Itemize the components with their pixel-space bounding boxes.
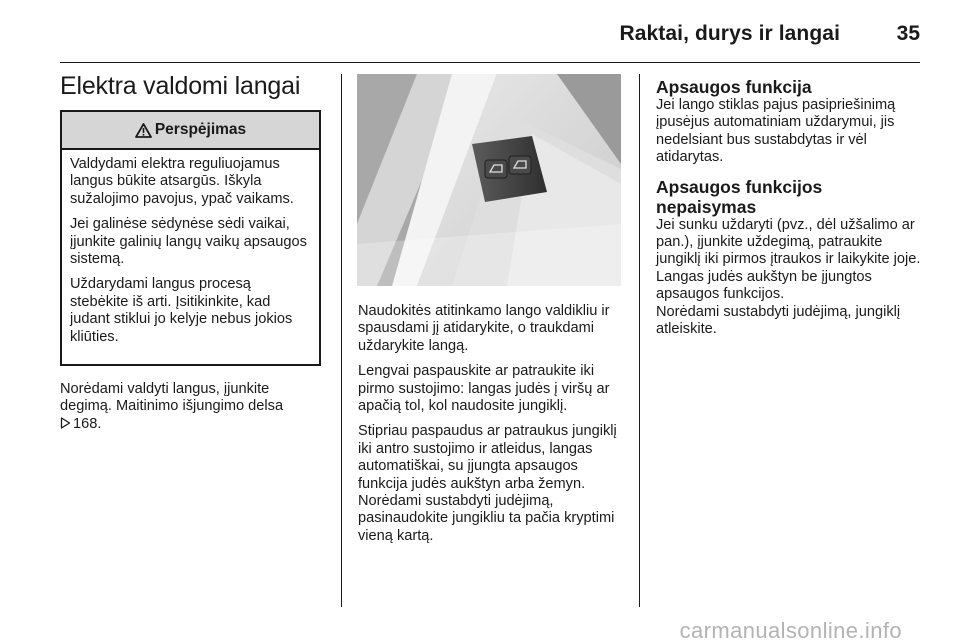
operation-paragraph-2: Lengvai paspauskite ar patraukite iki pirmo sustojimo: langas judės į viršų ar apačią tol, kol naudosite jungiklį. xyxy=(358,363,610,415)
column-1-text xyxy=(60,381,322,441)
running-header-title: Raktai, durys ir langai xyxy=(619,22,840,45)
column-divider-1 xyxy=(341,74,342,607)
warning-box xyxy=(60,110,321,366)
protection-override-title-line-1: Apsaugos funkcijos xyxy=(656,176,823,197)
protection-override-text-2: Norėdami sustabdyti judėjimą, jungiklį atleiskite. xyxy=(656,303,901,338)
warning-paragraph-1: Valdydami elektra reguliuojamus langus būkite atsargūs. Iškyla sužalojimo pavojus, ypač vaikams. xyxy=(70,156,294,207)
window-switch-photo xyxy=(357,74,621,286)
protection-override-title-line-2: nepaisymas xyxy=(656,196,757,217)
column-2-text xyxy=(358,303,628,553)
page-number: 35 xyxy=(896,22,920,45)
protection-function-title: Apsaugos funkcija xyxy=(656,77,812,97)
watermark-text: carmanualsonline.info xyxy=(679,618,902,643)
operation-paragraph-3: Stipriau paspaudus ar patraukus jungiklį iki antro sustojimo ir atleidus, langas automatiškai, su įjungta apsaugos funkcija judės aukštyn arba žemyn. Norėdami sustabdyti judėjimą, pasinaudokite jungikliu ta pačia kryptimi vieną kartą. xyxy=(358,423,617,544)
reference-arrow-icon xyxy=(60,417,71,429)
warning-paragraph-2: Jei galinėse sėdynėse sėdi vaikai, įjunkite galinių langų vaikų apsaugos sistemą. xyxy=(70,216,307,268)
operation-paragraph-1: Naudokitės atitinkamo lango valdikliu ir spausdami jį atidarykite, o traukdami uždarykite langą. xyxy=(358,303,610,354)
warning-header xyxy=(62,112,319,150)
section-title: Elektra valdomi langai xyxy=(60,72,301,100)
reference-page-link[interactable]: 168. xyxy=(73,415,102,432)
protection-function-text: Jei lango stiklas pajus pasipriešinimą įpusėjus automatiniam uždarymui, jis nedelsiant bus sustabdytas ir vėl atidarytas. xyxy=(656,97,896,166)
header-divider xyxy=(60,62,920,63)
warning-paragraph-3: Uždarydami langus procesą stebėkite iš arti. Įsitikinkite, kad judant stiklui jo kelyje nebus jokios kliūties. xyxy=(70,276,293,345)
warning-body xyxy=(62,150,319,346)
column-divider-2 xyxy=(639,74,640,607)
warning-heading: Perspėjimas xyxy=(154,121,247,138)
protection-override-title xyxy=(656,177,922,217)
column-3-text xyxy=(656,77,922,346)
warning-triangle-icon xyxy=(135,123,152,138)
protection-override-text-1: Jei sunku uždaryti (pvz., dėl užšalimo ar pan.), įjunkite uždegimą, patraukite jungiklį iki pirmos įtraukos ir laikykite joje. Langas judės aukštyn be įjungtos apsaugos funkcijos. xyxy=(656,216,921,303)
ignition-paragraph xyxy=(60,381,322,433)
ignition-paragraph-text: Norėdami valdyti langus, įjunkite degimą. Maitinimo išjungimo delsa xyxy=(60,381,284,415)
